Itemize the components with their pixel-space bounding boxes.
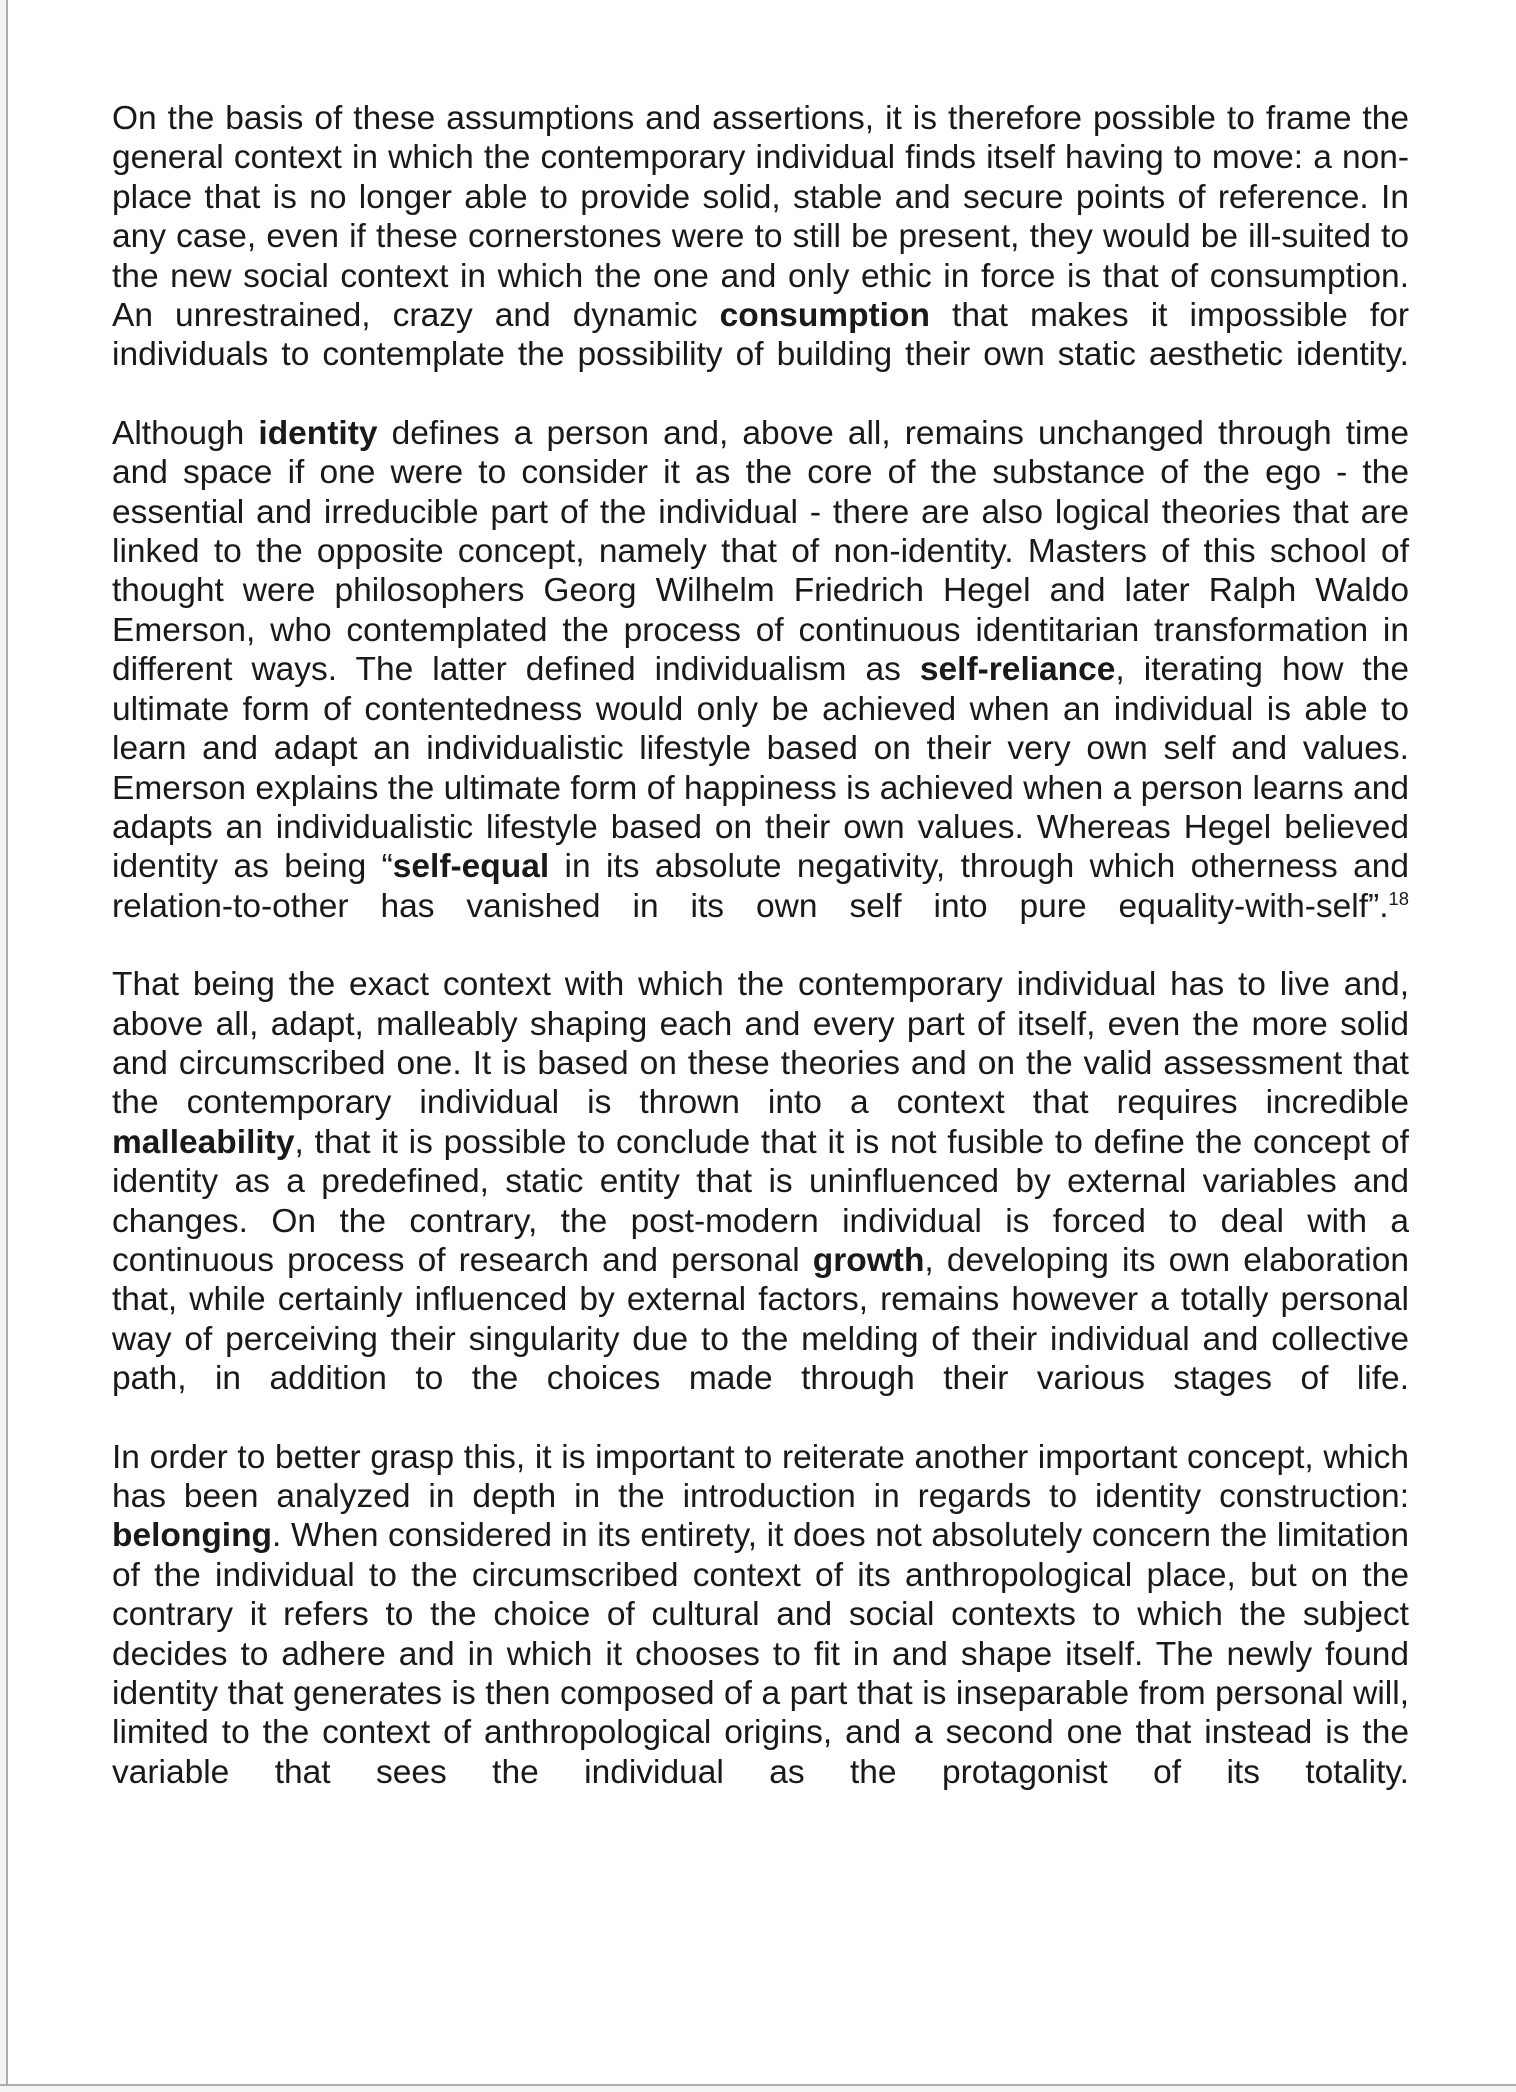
bold-term: malleability xyxy=(112,1123,295,1161)
text-segment: That being the exact context with which the contemporary individual has to live and, above all, adapt, malleably shaping each and every part of itself, even the more solid and circumscribed one. It is based on these theories and on the valid assessment that the contemporary individual is thrown into a context that requires incredible xyxy=(112,966,1409,1122)
paragraph-malleability xyxy=(112,965,1409,1398)
text-segment: . When considered in its entirety, it does not absolutely concern the limitation of the individual to the circumscribed context of its anthropological place, but on the contrary it refers to the choice of cultural and social contexts to which the subject decides to adhere and in which it chooses to fit in and shape itself. The newly found identity that generates is then composed of a part that is inseparable from personal will, limited to the context of anthropological origins, and a second one that instead is the variable that sees the individual as the protagonist of its totality. xyxy=(112,1517,1409,1791)
text-segment: that makes it impossible for individuals to contemplate the possibility of building their own static aesthetic identity. xyxy=(112,297,1409,374)
text-segment: In order to better grasp this, it is important to reiterate another important concept, which has been analyzed in depth in the introduction in regards to identity construction: xyxy=(112,1438,1409,1515)
bold-term: consumption xyxy=(719,297,930,335)
bold-term: identity xyxy=(258,414,378,452)
body-text xyxy=(112,99,1409,1831)
text-segment: On the basis of these assumptions and assertions, it is therefore possible to frame the general context in which the contemporary individual finds itself having to move: a non-place that is no longer able to provide solid, stable and secure points of reference. In any case, even if these cornerstones were to still be present, they would be ill-suited to the new social context in which the one and only ethic in force is that of consumption. An unrestrained, crazy and dynamic xyxy=(112,100,1409,335)
paragraph-identity xyxy=(112,414,1409,926)
text-segment: , that it is possible to conclude that it is not fusible to define the concept of identity as a predefined, static entity that is uninfluenced by external variables and changes. On the contrary, the post-modern individual is forced to deal with a continuous process of research and personal xyxy=(112,1123,1409,1279)
paragraph-consumption xyxy=(112,99,1409,375)
footnote-reference: 18 xyxy=(1388,887,1409,909)
text-segment: Although xyxy=(112,414,259,452)
bold-term: self-reliance xyxy=(919,651,1116,689)
bold-term: self-equal xyxy=(392,848,550,886)
text-segment: , developing its own elaboration that, while certainly influenced by external factors, remains however a totally personal way of perceiving their singularity due to the melding of their individual and collective path, in addition to the choices made through their various stages of life. xyxy=(112,1241,1409,1398)
bold-term: growth xyxy=(812,1241,925,1279)
paragraph-belonging xyxy=(112,1438,1409,1793)
page-left-edge xyxy=(0,0,8,2092)
text-segment: in its absolute negativity, through which otherness and relation-to-other has vanished in its own self into pure equality-with-self”. xyxy=(112,848,1409,925)
bold-term: belonging xyxy=(112,1517,273,1555)
text-segment: defines a person and, above all, remains unchanged through time and space if one were to consider it as the core of the substance of the ego - the essential and irreducible part of the individual - there are also logical theories that are linked to the opposite concept, namely that of non-identity. Masters of this school of thought were philosophers Georg Wilhelm Friedrich Hegel and later Ralph Waldo Emerson, who contemplated the process of continuous identitarian transformation in different ways. The latter defined individualism as xyxy=(112,414,1410,689)
text-segment: , iterating how the ultimate form of contentedness would only be achieved when an individual is able to learn and adapt an individualistic lifestyle based on their very own self and values. Emerson explains the ultimate form of happiness is achieved when a person learns and adapts an individualistic lifestyle based on their own values. Whereas Hegel believed identity as being “ xyxy=(112,651,1409,886)
page-bottom-edge xyxy=(0,2084,1516,2092)
